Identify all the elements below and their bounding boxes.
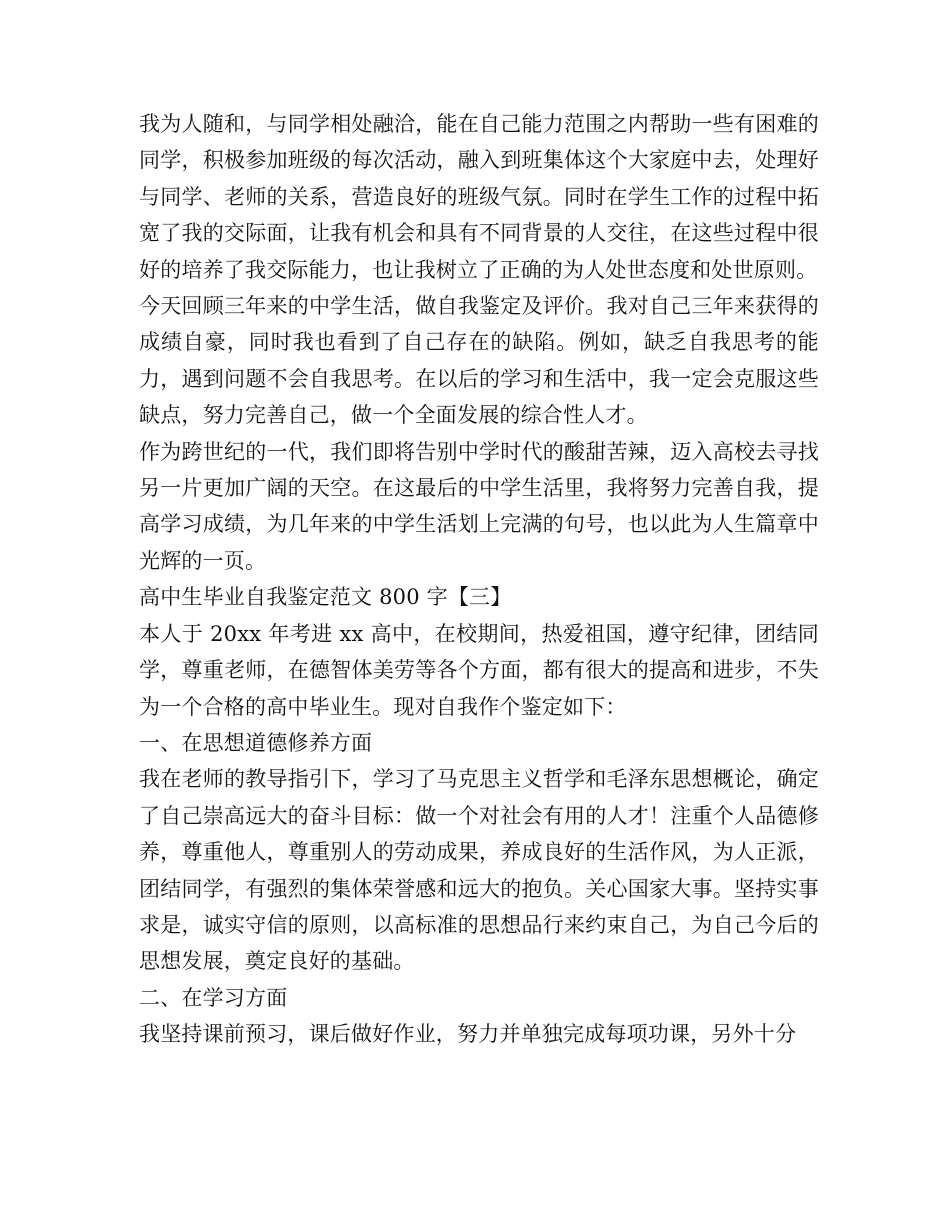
paragraph-interpersonal: 我为人随和，与同学相处融洽，能在自己能力范围之内帮助一些有困难的同学，积极参加班级的每次活动，融入到班集体这个大家庭中去，处理好与同学、老师的关系，营造良好的班级气氛。同时在学生工作的过程中拓宽了我的交际面，让我有机会和具有不同背景的人交往，在这些过程中很好的培养了我交际能力，也让我树立了正确的为人处世态度和处世原则。	[139, 112, 819, 282]
paragraph-study: 我坚持课前预习，课后做好作业，努力并单独完成每项功课，另外十分	[139, 1022, 797, 1047]
paragraph-self-review: 今天回顾三年来的中学生活，做自我鉴定及评价。我对自己三年来获得的成绩自豪，同时我也看到了自己存在的缺陷。例如，缺乏自我思考的能力，遇到问题不会自我思考。在以后的学习和生活中，我一定会克服这些缺点，努力完善自己，做一个全面发展的综合性人才。	[139, 294, 819, 428]
section-title: 高中生毕业自我鉴定范文 800 字【三】	[139, 585, 512, 610]
paragraph-future-outlook: 作为跨世纪的一代，我们即将告别中学时代的酸甜苦辣，迈入高校去寻找另一片更加广阔的天空。在这最后的中学生活里，我将努力完善自我，提高学习成绩，为几年来的中学生活划上完满的句号，也以此为人生篇章中光辉的一页。	[139, 439, 819, 573]
subheading-moral: 一、在思想道德修养方面	[139, 730, 373, 755]
paragraph-introduction: 本人于 20xx 年考进 xx 高中，在校期间，热爱祖国，遵守纪律，团结同学，尊重老师，在德智体美劳等各个方面，都有很大的提高和进步，不失为一个合格的高中毕业生。现对自我作个鉴定如下：	[139, 621, 819, 719]
document-page	[139, 106, 819, 1053]
paragraph-moral: 我在老师的教导指引下，学习了马克思主义哲学和毛泽东思想概论，确定了自己崇高远大的奋斗目标：做一个对社会有用的人才！注重个人品德修养，尊重他人，尊重别人的劳动成果，养成良好的生活作风，为人正派，团结同学，有强烈的集体荣誉感和远大的抱负。关心国家大事。坚持实事求是，诚实守信的原则，以高标准的思想品行来约束自己，为自己今后的思想发展，奠定良好的基础。	[139, 767, 819, 974]
subheading-study: 二、在学习方面	[139, 985, 288, 1010]
